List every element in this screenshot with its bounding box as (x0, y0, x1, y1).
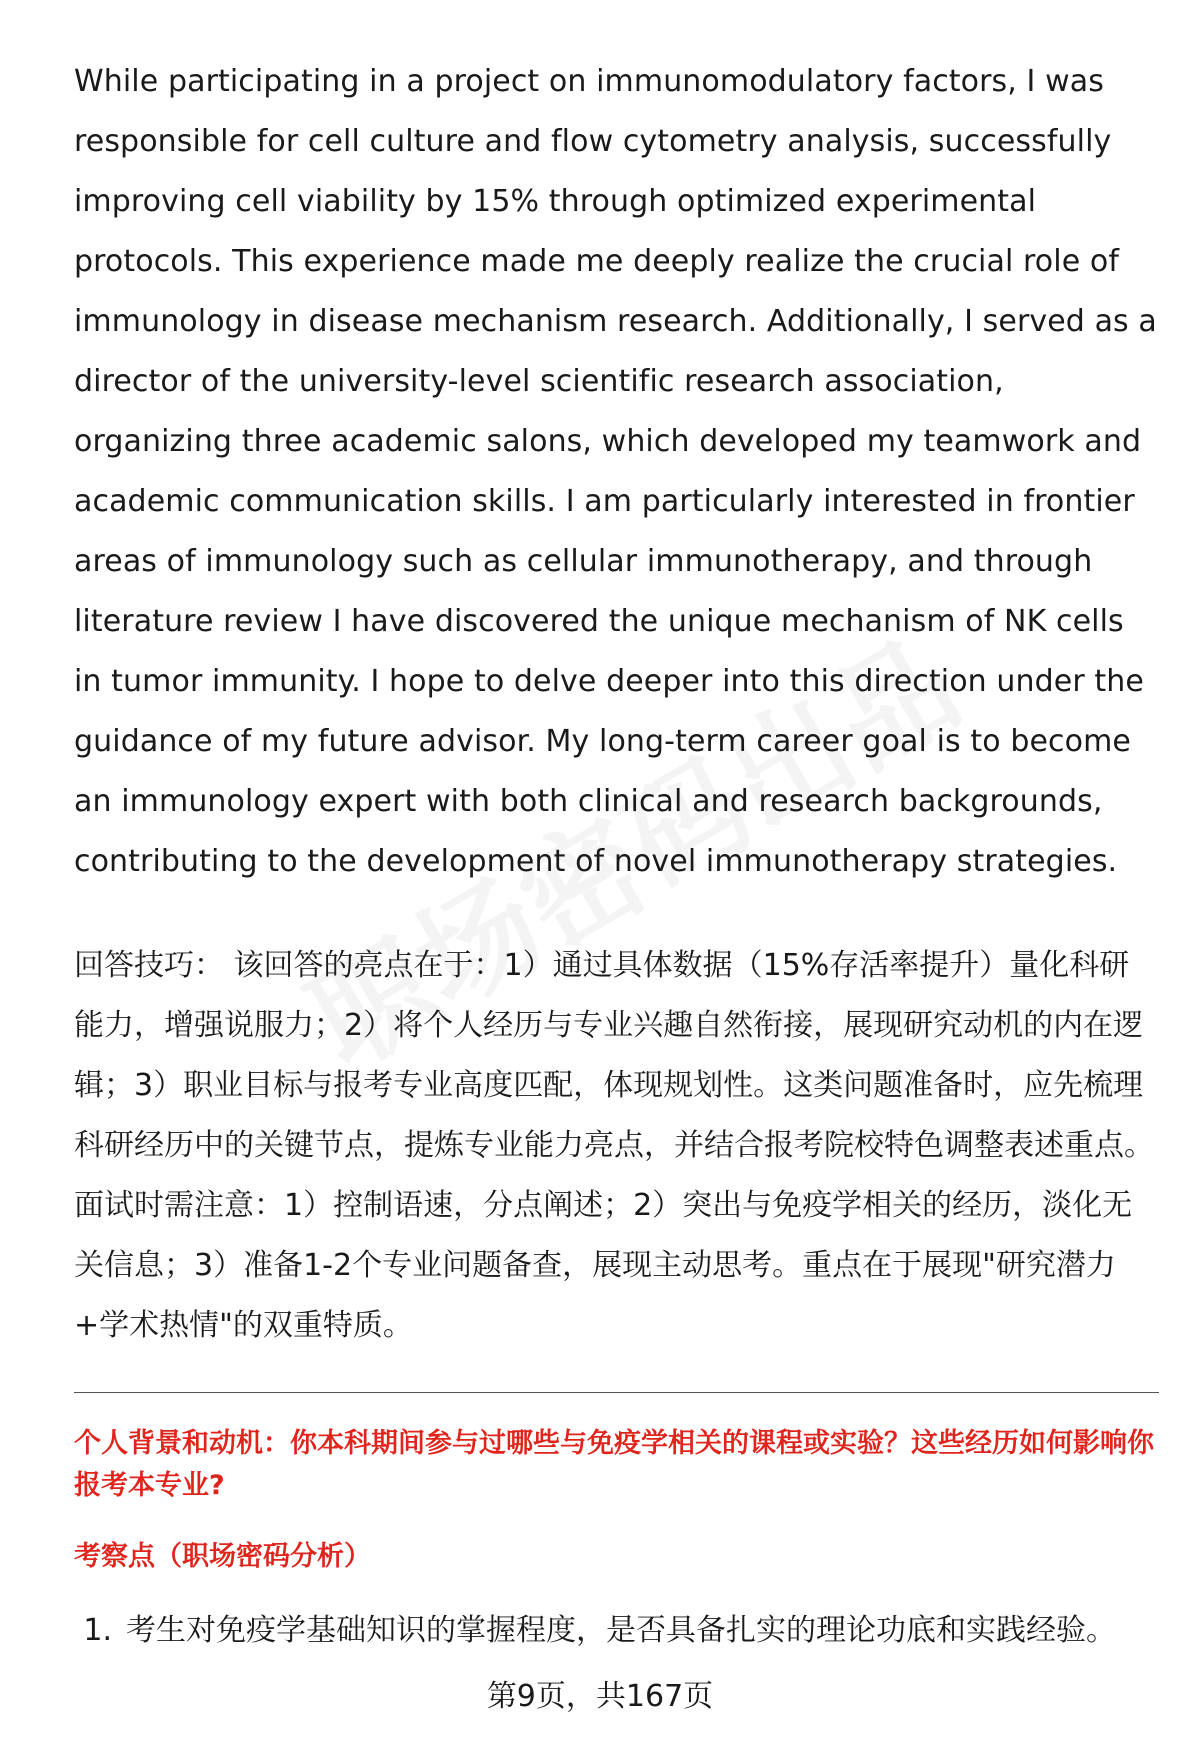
answer-tips-paragraph: 回答技巧： 该回答的亮点在于：1）通过具体数据（15%存活率提升）量化科研能力，增强说服力；2）将个人经历与专业兴趣自然衔接，展现研究动机的内在逻辑；3）职业目标与报考专业高度匹配，体现规划性。这类问题准备时，应先梳理科研经历中的关键节点，提炼专业能力亮点，并结合报考院校特色调整表述重点。面试时需注意：1）控制语速，分点阐述；2）突出与免疫学相关的经历，淡化无关信息；3）准备1-2个专业问题备查，展现主动思考。重点在于展现"研究潜力+学术热情"的双重特质。 (74, 948, 1154, 1343)
list-item (74, 1607, 1159, 1655)
list-item-number: 1. (83, 1613, 112, 1648)
assessment-list (74, 1607, 1159, 1655)
assessment-heading: 考察点（职场密码分析） (74, 1541, 371, 1572)
answer-paragraph: While participating in a project on immunomodulatory factors, I was responsible for cell culture and flow cytometry analysis, successfully improving cell viability by 15% through optimized experimental protocols. This experience made me deeply realize the crucial role of immunology in disease mechanism research. Additionally, I served as a director of the university-level scientific research association, organizing three academic salons, which developed my teamwork and academic communication skills. I am particularly interested in frontier areas of immunology such as cellular immunotherapy, and through literature review I have discovered the unique mechanism of NK cells in tumor immunity. I hope to delve deeper into this direction under the guidance of my future advisor. My long-term career goal is to become an immunology expert with both clinical and research backgrounds, contributing to the development of novel immunotherapy strategies. (74, 64, 1157, 879)
document-page (74, 52, 1159, 1655)
question-heading: 个人背景和动机：你本科期间参与过哪些与免疫学相关的课程或实验？这些经历如何影响你报考本专业? (74, 1428, 1154, 1501)
list-item-text: 考生对免疫学基础知识的掌握程度，是否具备扎实的理论功底和实践经验。 (126, 1613, 1116, 1648)
page-number: 第9页，共167页 (486, 1679, 714, 1714)
section-divider (74, 1392, 1159, 1393)
